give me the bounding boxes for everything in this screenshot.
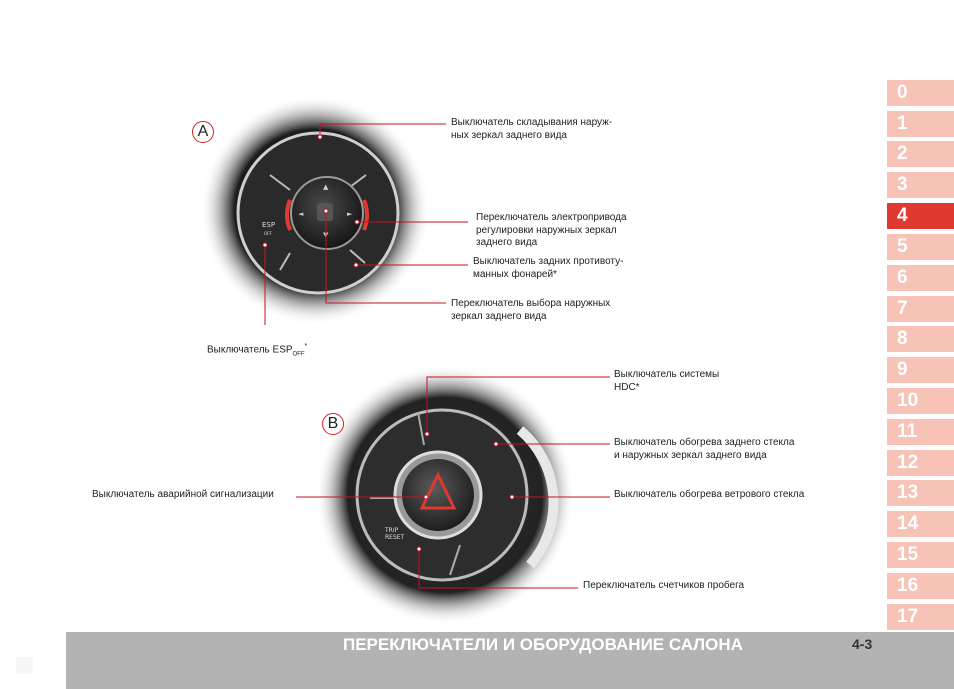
tab-8[interactable]: 8 [887, 326, 954, 352]
svg-text:▼: ▼ [323, 231, 329, 239]
tab-12[interactable]: 12 [887, 450, 954, 476]
tab-11[interactable]: 11 [887, 419, 954, 445]
label-esp-main: Выключатель ESP [207, 343, 293, 355]
label-rear-fog: Выключатель задних противоту- манных фонарей* [473, 256, 624, 280]
figure-a-letter: A [192, 121, 214, 143]
label-mirror-select: Переключатель выбора наружных зеркал заднего вида [451, 298, 611, 322]
svg-text:►: ► [347, 210, 353, 218]
tab-16[interactable]: 16 [887, 573, 954, 599]
tab-14[interactable]: 14 [887, 511, 954, 537]
corner-mark [16, 657, 33, 674]
tab-0[interactable]: 0 [887, 80, 954, 106]
esp-button-text: ESP [262, 221, 276, 229]
esp-button-sub: OFF [264, 231, 272, 236]
label-rear-defrost: Выключатель обогрева заднего стекла и наружных зеркал заднего вида [614, 437, 795, 461]
tab-2[interactable]: 2 [887, 141, 954, 167]
label-mirror-fold: Выключатель складывания наруж- ных зеркал заднего вида [451, 117, 613, 141]
label-esp-sub: OFF [292, 350, 305, 357]
svg-text:◄: ◄ [298, 210, 304, 218]
tab-13[interactable]: 13 [887, 480, 954, 506]
trip-button-text: TRIP RESET [385, 527, 405, 542]
tab-5[interactable]: 5 [887, 234, 954, 260]
label-windshield: Выключатель обогрева ветрового стекла [614, 489, 805, 500]
label-hazard: Выключатель аварийной сигнализации [92, 489, 274, 500]
tab-7[interactable]: 7 [887, 296, 954, 322]
page-number: 4-3 [852, 636, 873, 652]
tab-4[interactable]: 4 [887, 203, 954, 229]
figure-b [0, 350, 870, 630]
tab-3[interactable]: 3 [887, 172, 954, 198]
leader-lines-a [0, 0, 870, 350]
tab-1[interactable]: 1 [887, 111, 954, 137]
figure-b-letter: B [322, 413, 344, 435]
tab-17[interactable]: 17 [887, 604, 954, 630]
label-mirror-adjust: Переключатель электропривода регулировки наружных зеркал заднего вида [476, 212, 627, 248]
tab-9[interactable]: 9 [887, 357, 954, 383]
svg-text:▲: ▲ [323, 183, 329, 191]
label-esp-star: * [304, 342, 308, 350]
label-hdc: Выключатель системы HDC* [614, 369, 720, 393]
footer-title: ПЕРЕКЛЮЧАТЕЛИ И ОБОРУДОВАНИЕ САЛОНА [343, 635, 743, 654]
tab-6[interactable]: 6 [887, 265, 954, 291]
label-trip: Переключатель счетчиков пробега [583, 580, 745, 591]
figure-a [0, 0, 870, 357]
tab-10[interactable]: 10 [887, 388, 954, 414]
tab-15[interactable]: 15 [887, 542, 954, 568]
